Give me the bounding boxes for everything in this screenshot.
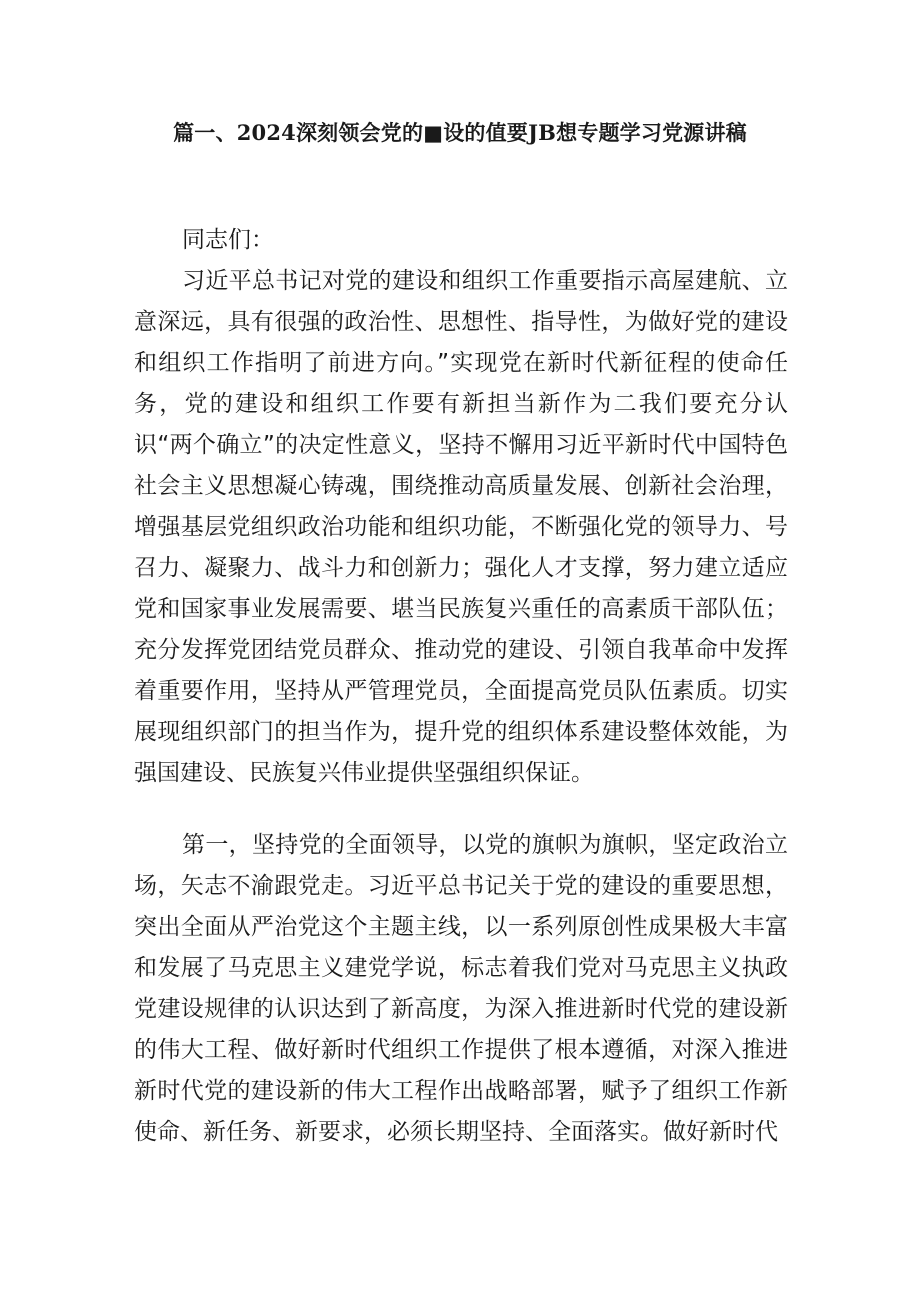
paragraph-1: 习近平总书记对党的建设和组织工作重要指示高屋建航、立意深远，具有很强的政治性、思想性、指导性，为做好党的建设和组织工作指明了前进方向。”实现党在新时代新征程的使命任务，党的建设和组织工作要有新担当新作为二我们要充分认识“两个确立”的决定性意义，坚持不懈用习近平新时代中国特色社会主义思想凝心铸魂，围绕推动高质量发展、创新社会治理，增强基层党组织政治功能和组织功能，不断强化党的领导力、号召力、凝聚力、战斗力和创新力；强化人才支撑，努力建立适应党和国家事业发展需要、堪当民族复兴重任的高素质干部队伍；充分发挥党团结党员群众、推动党的建设、引领自我革命中发挥着重要作用，坚持从严管理党员，全面提高党员队伍素质。切实展现组织部门的担当作为，提升党的组织体系建设整体效能，为强国建设、民族复兴伟业提供坚强组织保证。 xyxy=(134,268,788,786)
greeting: 同志们： xyxy=(182,227,274,253)
paragraph-2: 第一，坚持党的全面领导，以党的旗帜为旗帜，坚定政治立场，矢志不渝跟党走。习近平总书记关于党的建设的重要思想，突出全面从严治党这个主题主线，以一系列原创性成果极大丰富和发展了马克思主义建党学说，标志着我们党对马克思主义执政党建设规律的认识达到了新高度，为深入推进新时代党的建设新的伟大工程、做好新时代组织工作提供了根本遵循，对深入推进新时代党的建设新的伟大工程作出战略部署，赋予了组织工作新使命、新任务、新要求，必须长期坚持、全面落实。做好新时代 xyxy=(134,832,788,1145)
document-title: 篇一、2024深刻领会党的■设的值要JB想专题学习党源讲稿 xyxy=(173,120,747,145)
